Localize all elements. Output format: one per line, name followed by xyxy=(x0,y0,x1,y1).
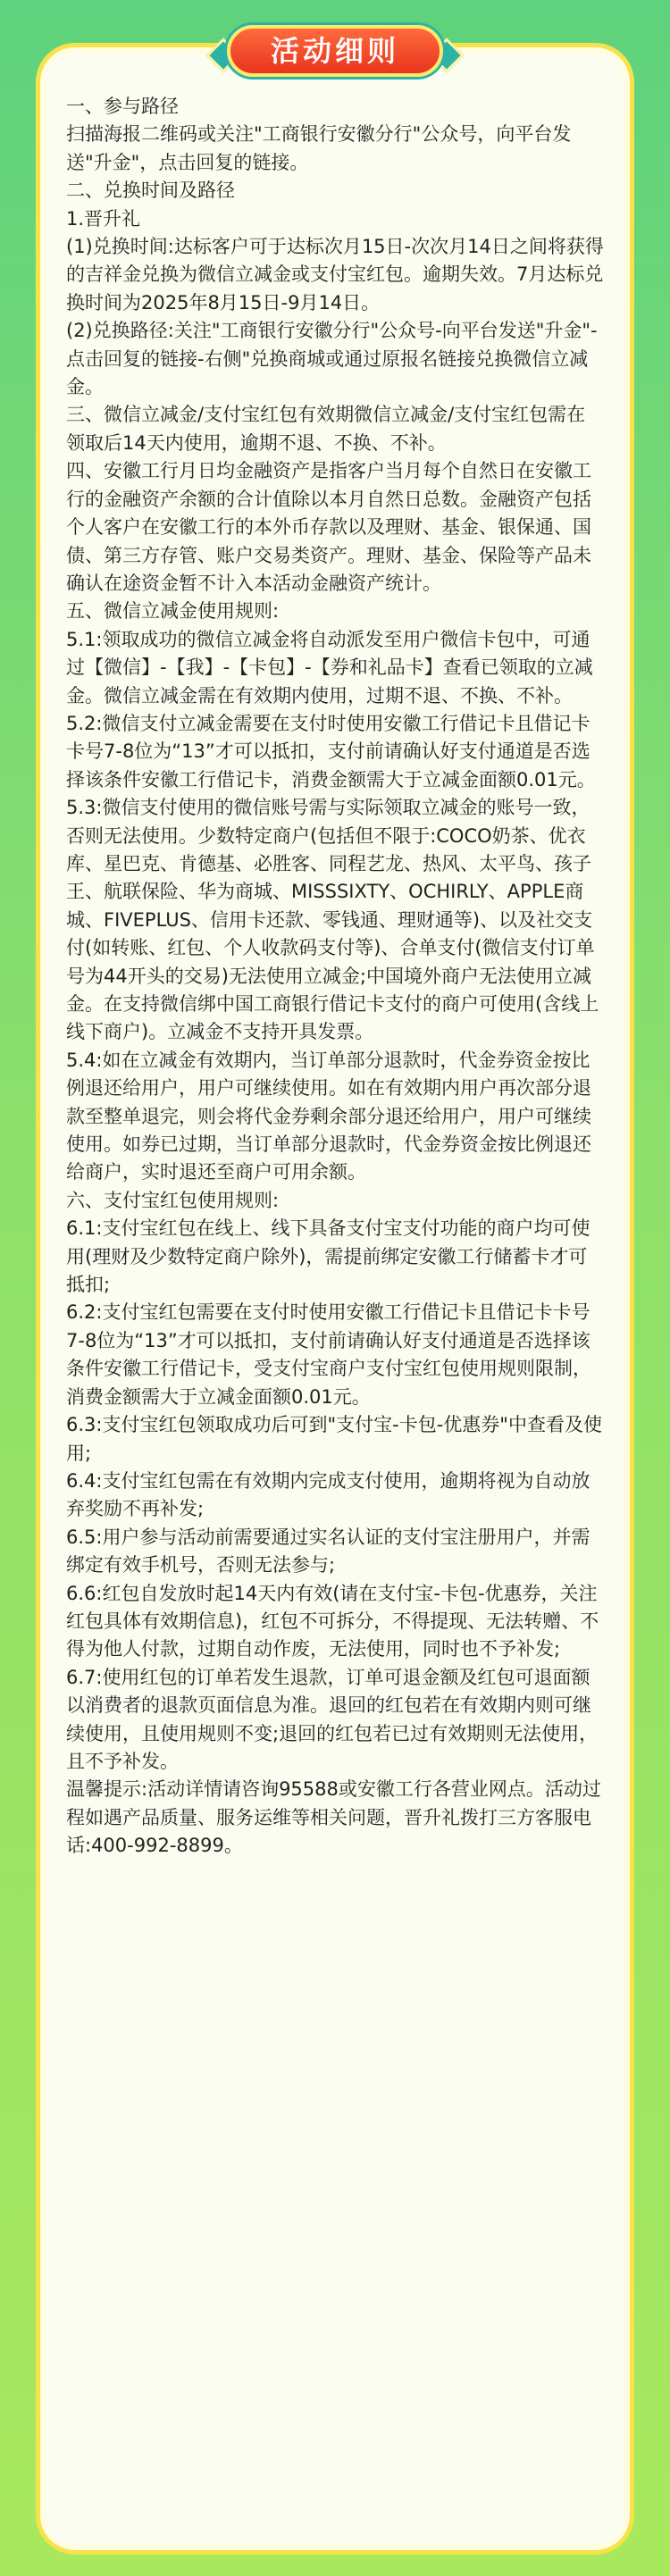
rule-paragraph: 四、安徽工行月日均金融资产是指客户当月每个自然日在安徽工行的金融资产余额的合计值除以本月自然日总数。金融资产包括个人客户在安徽工行的本外币存款以及理财、基金、银保通、国债、第三方存管、账户交易类资产。理财、基金、保险等产品未确认在途资金暂不计入本活动金融资产统计。 xyxy=(66,460,591,594)
rules-content xyxy=(66,93,604,1861)
rule-paragraph: 6.4:支付宝红包需在有效期内完成支付使用，逾期将视为自动放弃奖励不再补发; xyxy=(66,1469,590,1520)
rule-paragraph: 扫描海报二维码或关注"工商银行安徽分行"公众号，向平台发送"升金"，点击回复的链接。 xyxy=(66,123,572,173)
rule-paragraph: 三、微信立减金/支付宝红包有效期微信立减金/支付宝红包需在领取后14天内使用，逾期不退、不换、不补。 xyxy=(66,404,586,454)
rule-paragraph: 5.3:微信支付使用的微信账号需与实际领取立减金的账号一致，否则无法使用。少数特定商户(包括但不限于:COCO奶茶、优衣库、星巴克、肯德基、必胜客、同程艺龙、热风、太平鸟、孩子王、航联保险、华为商城、MISSSIXTY、OCHIRLY、APPLE商城、FIVEPLUS、信用卡还款、零钱通、理财通等)、以及社交支付(如转账、红包、个人收款码支付等)、合单支付(微信支付订单号为44开头的交易)无法使用立减金;中国境外商户无法使用立减金。在支持微信绑中国工商银行借记卡支付的商户可使用(含线上线下商户)。立减金不支持开具发票。 xyxy=(66,797,599,1043)
page-title: 活动细则 xyxy=(227,25,443,77)
rule-paragraph: 6.1:支付宝红包在线上、线下具备支付宝支付功能的商户均可使用(理财及少数特定商户除外)，需提前绑定安徽工行储蓄卡才可抵扣; xyxy=(66,1217,590,1296)
title-banner xyxy=(214,25,456,80)
rule-paragraph: 5.4:如在立减金有效期内，当订单部分退款时，代金券资金按比例退还给用户，用户可继续使用。如在有效期内用户再次部分退款至整单退完，则会将代金券剩余部分退还给用户，用户可继续使用。如券已过期，当订单部分退款时，代金券资金按比例退还给商户，实时退还至商户可用余额。 xyxy=(66,1049,591,1183)
rule-paragraph: 6.3:支付宝红包领取成功后可到"支付宝-卡包-优惠券"中查看及使用; xyxy=(66,1414,602,1464)
rule-paragraph: 二、兑换时间及路径 xyxy=(66,180,235,202)
rule-paragraph: 6.7:使用红包的订单若发生退款，订单可退金额及红包可退面额以消费者的退款页面信息为准。退回的红包若在有效期内则可继续使用，且使用规则不变;退回的红包若已过有效期则无法使用，且不予补发。 xyxy=(66,1666,599,1772)
rule-paragraph: (1)兑换时间:达标客户可于达标次月15日-次次月14日之间将获得的吉祥金兑换为微信立减金或支付宝红包。逾期失效。7月达标兑换时间为2025年8月15日-9月14日。 xyxy=(66,236,604,314)
rule-paragraph: 6.6:红包自发放时起14天内有效(请在支付宝-卡包-优惠券，关注红包具体有效期信息)，红包不可拆分，不得提现、无法转赠、不得为他人付款，过期自动作废，无法使用，同时也不予补发; xyxy=(66,1582,599,1660)
rule-paragraph: 一、参与路径 xyxy=(66,96,179,117)
rule-paragraph: (2)兑换路径:关注"工商银行安徽分行"公众号-向平台发送"升金"- 点击回复的链接-右侧"兑换商城或通过原报名链接兑换微信立减金。 xyxy=(66,320,598,398)
rule-paragraph: 温馨提示:活动详情请咨询95588或安徽工行各营业网点。活动过程如遇产品质量、服务运维等相关问题，晋升礼拨打三方客服电话:400-992-8899。 xyxy=(66,1778,601,1857)
rule-paragraph: 5.2:微信支付立减金需要在支付时使用安徽工行借记卡且借记卡卡号7-8位为“13”才可以抵扣，支付前请确认好支付通道是否选择该条件安徽工行借记卡，消费金额需大于立减金面额0.01元。 xyxy=(66,712,596,790)
rule-paragraph: 5.1:领取成功的微信立减金将自动派发至用户微信卡包中，可通过【微信】-【我】-【卡包】-【券和礼品卡】查看已领取的立减金。微信立减金需在有效期内使用，过期不退、不换、不补。 xyxy=(66,628,593,707)
rule-paragraph: 6.2:支付宝红包需要在支付时使用安徽工行借记卡且借记卡卡号7-8位为“13”才可以抵扣，支付前请确认好支付通道是否选择该条件安徽工行借记卡，受支付宝商户支付宝红包使用规则限制，消费金额需大于立减金面额0.01元。 xyxy=(66,1301,591,1408)
rule-paragraph: 1.晋升礼 xyxy=(66,207,141,230)
rule-paragraph: 6.5:用户参与活动前需要通过实名认证的支付宝注册用户，并需绑定有效手机号，否则无法参与; xyxy=(66,1526,590,1577)
rule-paragraph: 五、微信立减金使用规则: xyxy=(66,600,280,623)
rule-paragraph: 六、支付宝红包使用规则: xyxy=(66,1189,280,1211)
